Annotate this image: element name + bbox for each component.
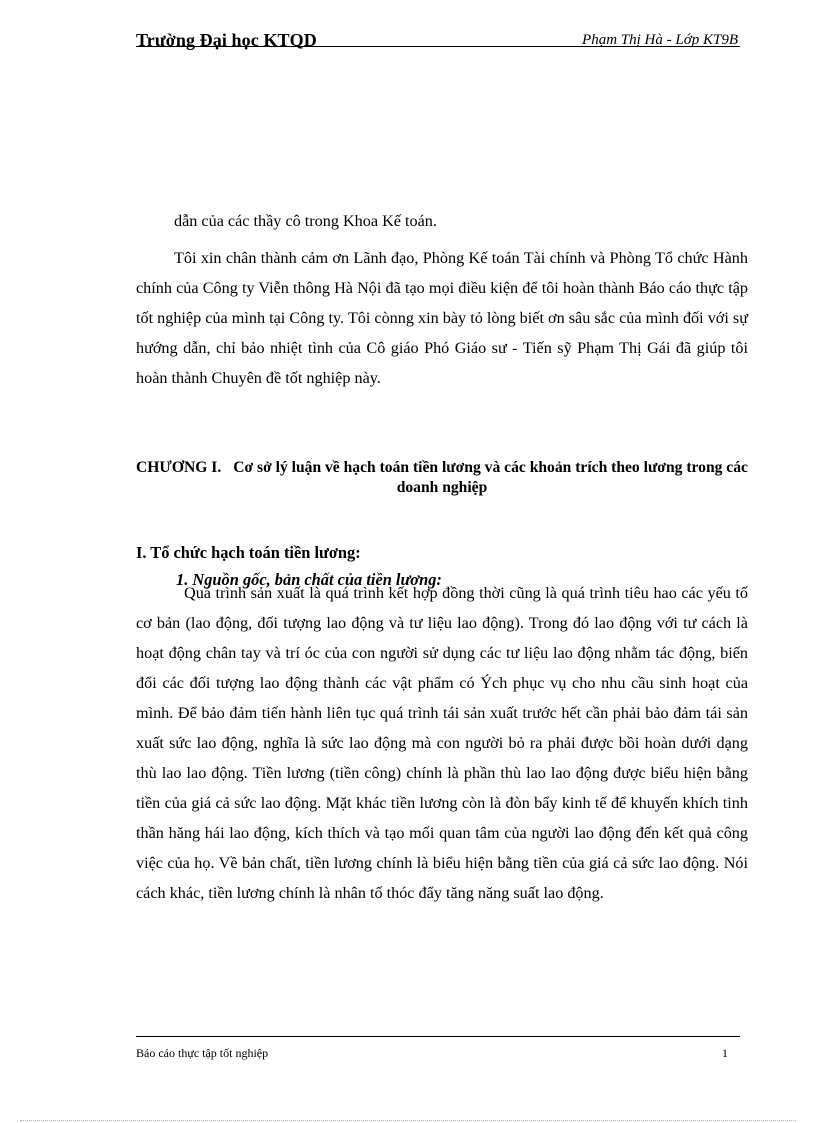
body-paragraph-2: Tôi xin chân thành cảm ơn Lãnh đạo, Phòng Kế toán Tài chính và Phòng Tổ chức Hành chính của Công ty Viễn thông Hà Nội đã tạo mọi điều kiện để tôi hoàn thành Báo cáo thực tập tốt nghiệp của mình tại Công ty. Tôi cònng xin bày tỏ lòng biết ơn sâu sắc của mình đối với sự hướng dẫn, chỉ bảo nhiệt tình của Cô giáo Phó Giáo sư - Tiến sỹ Phạm Thị Gái đã giúp tôi hoàn thành Chuyên đề tốt nghiệp này. bbox=[136, 249, 748, 387]
header-rule bbox=[136, 46, 740, 47]
chapter-heading bbox=[136, 458, 748, 498]
subsection-heading: 1. Nguồn gốc, bản chất của tiền lương: bbox=[176, 570, 442, 589]
body-paragraph-3: Quá trình sản xuất là quá trình kết hợp đồng thời cũng là quá trình tiêu hao các yếu tố cơ bản (lao động, đối tượng lao động và tư liệu lao động). Trong đó lao động với tư cách là hoạt động chân tay và trí óc của con người sử dụng các tư liệu lao động nhằm tác động, biến đổi các đối tượng lao động thành các vật phẩm có Ých phục vụ cho nhu cầu sinh hoạt của mình. Để bảo đảm tiến hành liên tục quá trình tái sản xuất trước hết cần phải bảo đảm tái sản xuất sức lao động, nghĩa là sức lao động mà con người bỏ ra phải được bồi hoàn dưới dạng thù lao lao động. Tiền lương (tiền công) chính là phần thù lao lao động được biểu hiện bằng tiền của giá cả sức lao động. Mặt khác tiền lương còn là đòn bẩy kinh tế để khuyến khích tinh thần hăng hái lao động, kích thích và tạo mối quan tâm của người lao động đến kết quả công việc của họ. Về bản chất, tiền lương chính là biểu hiện bằng tiền của giá cả sức lao động. Nói cách khác, tiền lương chính là nhân tố thóc đẩy tăng năng suất lao động. bbox=[136, 584, 748, 902]
page-break-line bbox=[20, 1120, 796, 1121]
page-number: 1 bbox=[722, 1046, 728, 1060]
footer-title: Báo cáo thực tập tốt nghiệp bbox=[136, 1046, 269, 1060]
footer-rule bbox=[136, 1036, 740, 1037]
header-author: Phạm Thị Hà - Lớp KT9B bbox=[582, 32, 738, 48]
section-heading: I. Tổ chức hạch toán tiền lương: bbox=[136, 543, 361, 562]
body-paragraph-1: dẫn của các thầy cô trong Khoa Kế toán. bbox=[174, 212, 437, 230]
chapter-number: CHƯƠNG I. bbox=[136, 459, 222, 476]
header-school: Trường Đại học KTQD bbox=[136, 30, 317, 50]
chapter-title: Cơ sở lý luận về hạch toán tiền lương và các khoản trích theo lương trong các doanh nghiệp bbox=[233, 459, 748, 496]
